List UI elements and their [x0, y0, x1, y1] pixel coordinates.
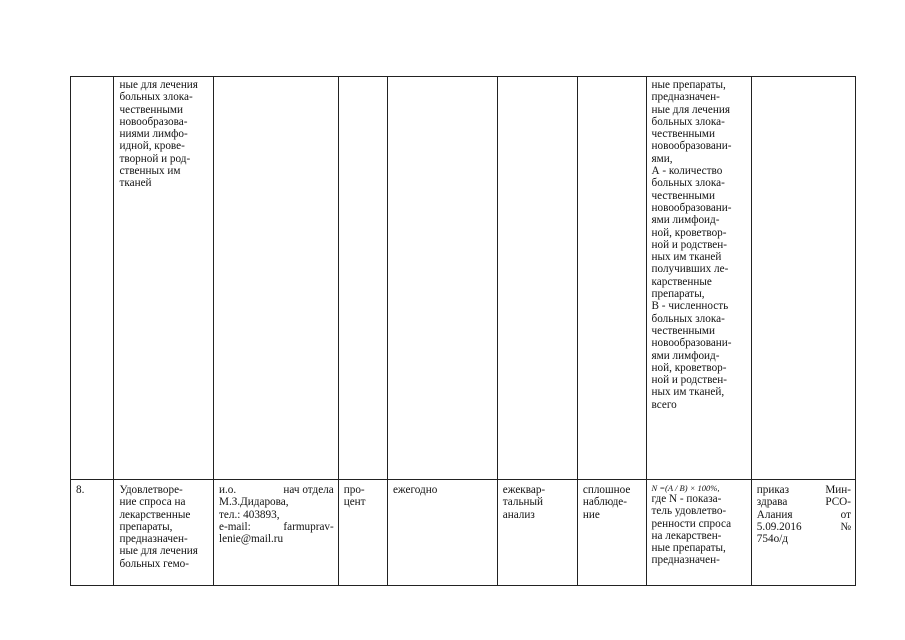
unit-cell: про- цент — [338, 480, 387, 586]
timing-cell — [497, 77, 577, 480]
email-part1: farmuprav- — [283, 520, 334, 533]
method-cell: ные препараты, предназначен- ные для лечения больных злока- чественными новообразовани- ями, А - количество больных злока- чественными новообразовани- ями лимфоид- ной, кроветвор- ной и родствен- ных им тканей получивших ле- карственные препараты, В - численность больных злока- чественными новообразовани- ями лимфоид- ной, кроветвор- ной и родствен- ных им тканей, всего — [646, 77, 751, 480]
email-label: e-mail: — [219, 520, 251, 533]
text-line: больных злока- — [119, 91, 193, 104]
indicator-cell: Удовлетворе- ние спроса на лекарственные препараты, предназначен- ные для лечения больных гемо- — [114, 480, 214, 586]
basis-text: РСО- — [825, 496, 851, 509]
responsible-cell — [214, 480, 339, 586]
basis-text: от — [840, 508, 851, 521]
row-number-cell: 8. — [71, 480, 114, 586]
responsible-position: нач отдела — [283, 484, 334, 496]
observation-cell — [577, 77, 646, 480]
responsible-name: М.З.Дидарова, — [219, 496, 289, 509]
responsible-title: и.о. — [219, 484, 237, 496]
basis-text: приказ — [756, 484, 790, 496]
basis-cell — [751, 77, 855, 480]
observation-cell: сплошное наблюде- ние — [577, 480, 646, 586]
basis-cell — [751, 480, 855, 586]
table-row — [71, 77, 856, 480]
indicator-cell: ные для лечения больных злока- чественными новообразова- ниями лимфо- идной, крове- творной и род- ственных им тканей — [114, 77, 214, 480]
responsible-phone: тел.: 403893, — [219, 508, 280, 521]
email-part2: lenie@mail.ru — [219, 533, 284, 546]
basis-order-number: 754о/д — [756, 533, 788, 546]
basis-text: Мин- — [825, 484, 851, 496]
row-number-cell — [71, 77, 114, 480]
basis-text: здрава — [756, 496, 788, 509]
basis-date: 5.09.2016 — [756, 520, 802, 533]
basis-text: Алания — [756, 508, 793, 521]
indicators-table — [70, 76, 856, 586]
table-row — [71, 480, 856, 586]
timing-cell: ежеквар- тальный анализ — [497, 480, 577, 586]
unit-cell — [338, 77, 387, 480]
responsible-cell — [214, 77, 339, 480]
basis-text: № — [840, 520, 851, 533]
periodicity-cell: ежегодно — [387, 480, 497, 586]
method-cell: N =(A / B) × 100%, где N - показа- тель удовлетво- ренности спроса на лекарствен- ные препараты, предназначен- — [646, 480, 751, 586]
periodicity-cell — [387, 77, 497, 480]
formula: N =(A / B) × 100%, — [651, 483, 720, 493]
